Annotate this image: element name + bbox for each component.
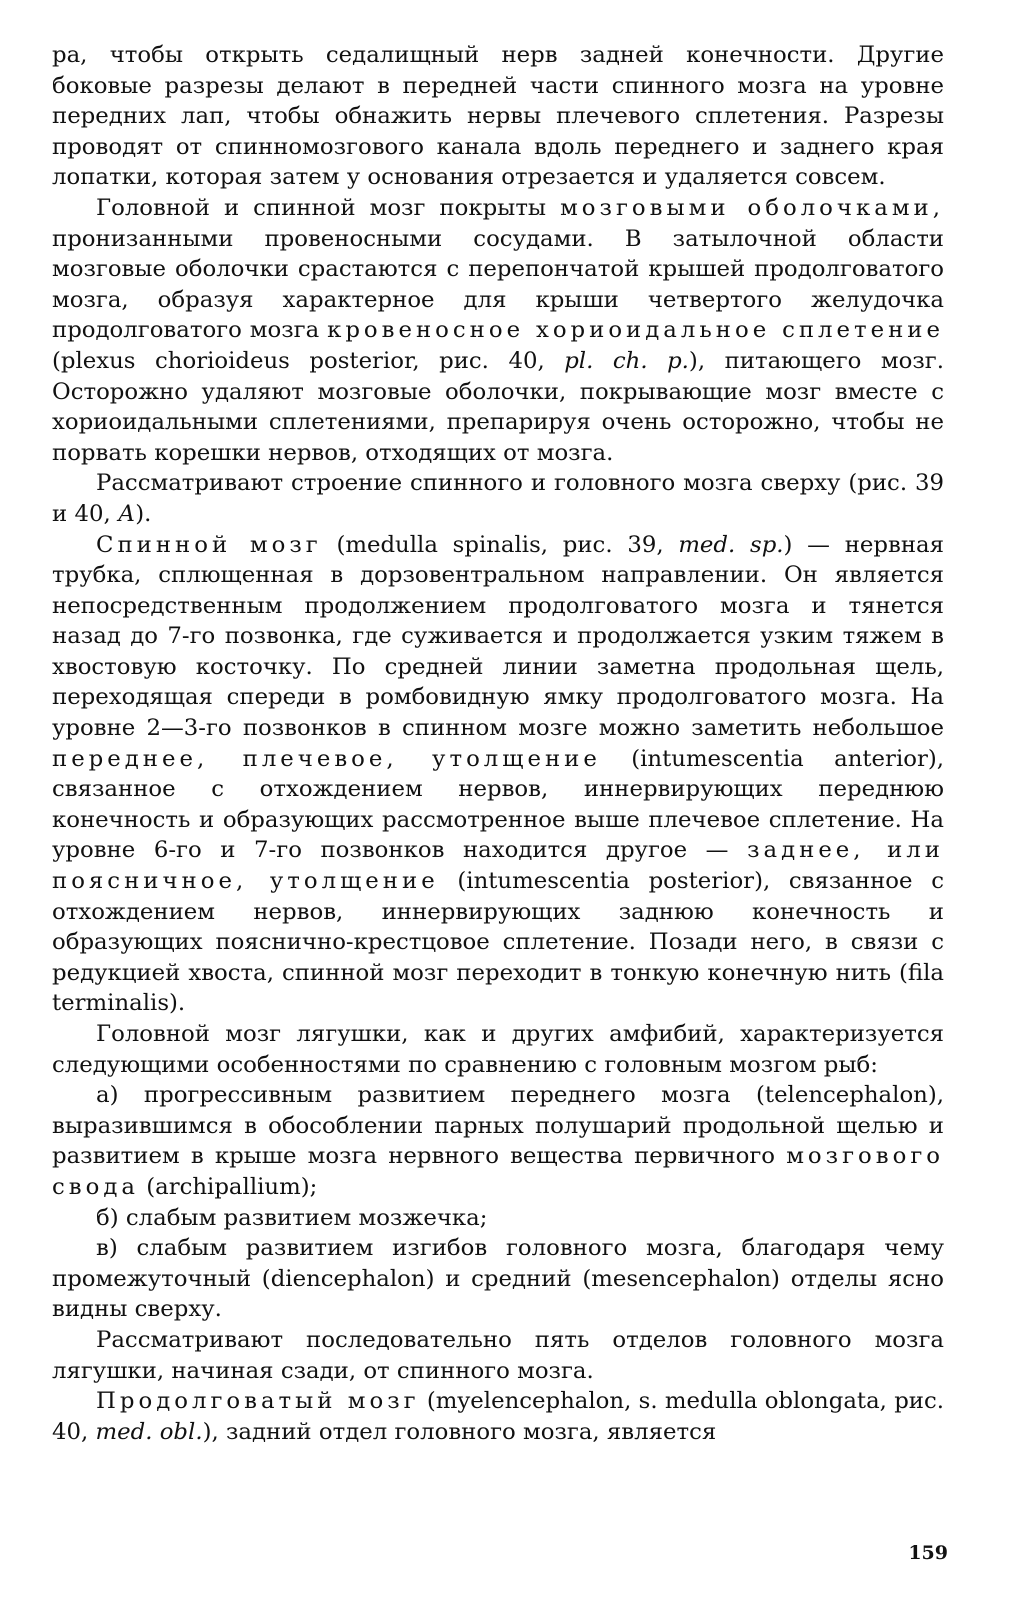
paragraph-2 bbox=[52, 193, 944, 468]
text-run: ) — нервная трубка, сплющенная в дорзовентральном направлении. Он является непосредственным продолжением продолговатого мозга и тянется назад до 7-го позвонка, где суживается и продолжается узким тяжем в хвостовую косточку. По средней линии заметна продольная щель, переходящая спереди в ромбовидную ямку продолговатого мозга. На уровне 2—3-го позвонков в спинном мозге можно заметить небольшое bbox=[52, 531, 944, 742]
paragraph-1 bbox=[52, 40, 944, 193]
text-run: Головной и спинной мозг покрыты bbox=[96, 194, 561, 221]
text-run: ра, чтобы открыть седалищный нерв задней конечности. Другие боковые разрезы делают в передней части спинного мозга на уровне передних лап, чтобы обнажить нервы плечевого сплетения. Разрезы проводят от спинномозгового канала вдоль переднего и заднего края лопатки, которая затем у основания отрезается и удаляется совсем. bbox=[52, 42, 944, 191]
italic-label: pl. ch. p. bbox=[564, 347, 689, 374]
paragraph-6 bbox=[52, 1080, 944, 1202]
paragraph-3 bbox=[52, 468, 944, 529]
paragraph-10 bbox=[52, 1386, 944, 1447]
text-run: пронизанными провеносными сосудами. В затылочной области мозговые оболочки срастаются с перепончатой крышей продолговатого мозга, образуя характерное для крыши четвертого желудочка продолговатого мозга bbox=[52, 225, 944, 344]
text-run: (medulla spinalis, рис. 39, bbox=[321, 531, 679, 558]
italic-label: А bbox=[117, 500, 136, 527]
paragraph-8 bbox=[52, 1233, 944, 1325]
spaced-term: Спинной мозг bbox=[96, 531, 322, 558]
paragraph-4 bbox=[52, 530, 944, 1020]
page-number: 159 bbox=[908, 1542, 948, 1564]
spaced-term: переднее, плечевое, утолщение bbox=[52, 745, 601, 772]
text-run: Головной мозг лягушки, как и других амфибий, характеризуется следующими особенностями по сравнению с головным мозгом рыб: bbox=[52, 1021, 944, 1078]
paragraph-9 bbox=[52, 1325, 944, 1386]
page-text bbox=[52, 40, 944, 1447]
italic-label: med. sp. bbox=[678, 531, 784, 558]
text-run: Рассматривают строение спинного и головного мозга сверху (рис. 39 и 40, bbox=[52, 470, 944, 527]
spaced-term: кровеносное хориоидальное сплетение bbox=[327, 317, 944, 344]
text-run: ), питающего мозг. Осторожно удаляют мозговые оболочки, покрывающие мозг вместе с хориоидальными сплетениями, препарируя очень осторожно, чтобы не порвать корешки нервов, отходящих от мозга. bbox=[52, 347, 944, 466]
spaced-term: заднее, или поясничное, утолщение bbox=[52, 837, 944, 895]
text-run: Рассматривают последовательно пять отделов головного мозга лягушки, начиная сзади, от спинного мозга. bbox=[52, 1326, 944, 1384]
paragraph-5 bbox=[52, 1019, 944, 1080]
text-run: (plexus chorioideus posterior, рис. 40, bbox=[52, 347, 565, 374]
paragraph-7 bbox=[52, 1203, 944, 1234]
text-run: б) слабым развитием мозжечка; bbox=[96, 1204, 488, 1231]
text-run: ), задний отдел головного мозга, является bbox=[202, 1418, 717, 1445]
italic-label: med. obl. bbox=[95, 1418, 203, 1445]
spaced-term: мозговыми оболочками, bbox=[560, 194, 944, 221]
spaced-term: мозгового свода bbox=[52, 1143, 944, 1200]
text-run: а) прогрессивным развитием переднего мозга (telencephalon), выразившимся в обособлении парных полушарий продольной щелью и развитием в крыше мозга нервного вещества первичного bbox=[52, 1082, 944, 1170]
text-run: в) слабым развитием изгибов головного мозга, благодаря чему промежуточный (diencephalon) и средний (mesencephalon) отделы ясно видны сверху. bbox=[52, 1235, 944, 1323]
text-run: ). bbox=[135, 500, 152, 527]
spaced-term: Продолговатый мозг bbox=[96, 1388, 420, 1415]
text-run: (archipallium); bbox=[138, 1173, 318, 1200]
text-run: (intumescentia anterior), связанное с отхождением нервов, иннервирующих переднюю конечность и образующих рассмотренное выше плечевое сплетение. На уровне 6-го и 7-го позвонков находится другое — bbox=[52, 745, 945, 864]
text-run: (myelencephalon, s. medulla oblongata, рис. 40, bbox=[52, 1388, 944, 1445]
text-run: (intumescentia posterior), связанное с отхождением нервов, иннервирующих заднюю конечность и образующих пояснично-крестцовое сплетение. Позади него, в связи с редукцией хвоста, спинной мозг переходит в тонкую конечную нить (fila terminalis). bbox=[52, 868, 944, 1017]
